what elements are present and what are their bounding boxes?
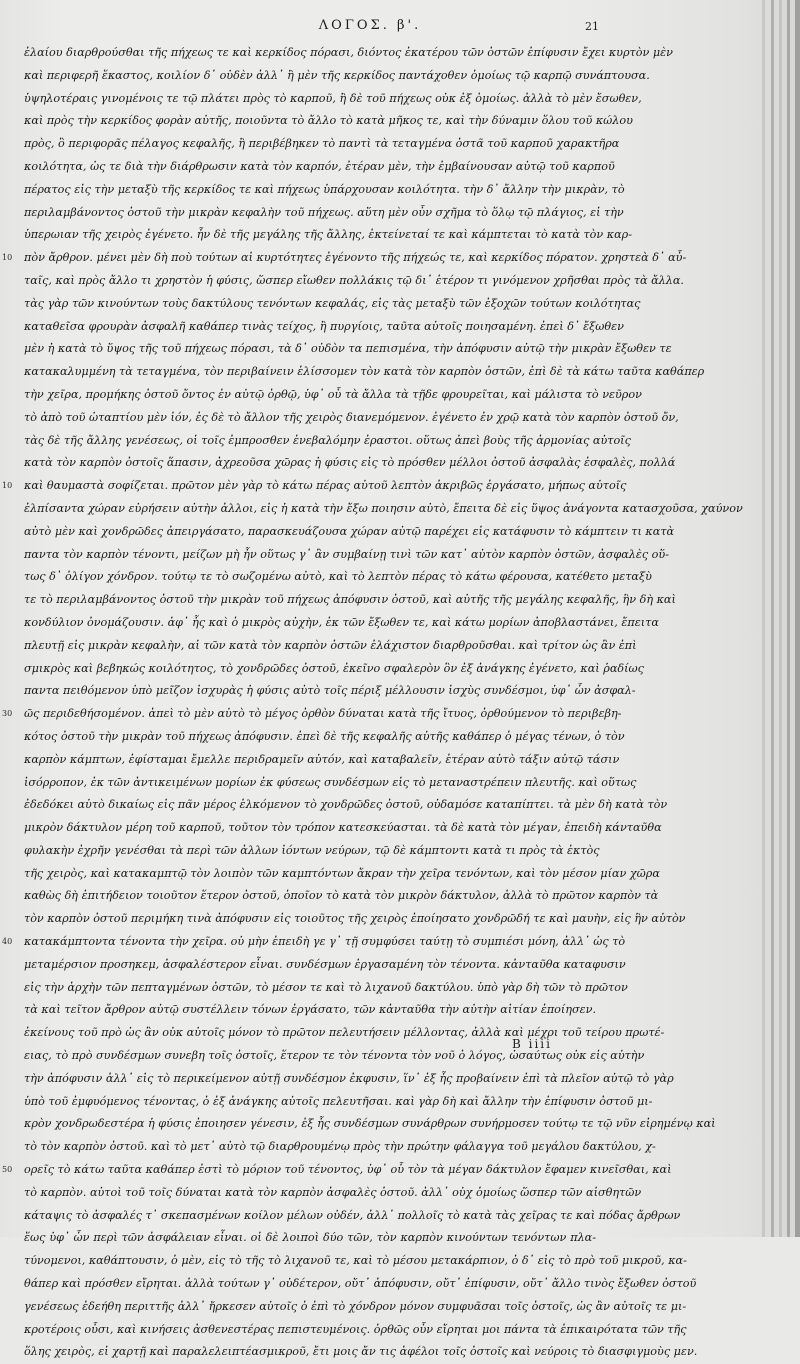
text-line: φυλακὴν ἐχρῆν γενέσθαι τὰ περὶ τῶν ἀλλων ἰόντων νεύρων, τῷ δὲ κάμπτοντι κατὰ τι πρὸς τὰ ἐκτὸς [24,843,600,857]
text-line: τὰς γὰρ τῶν κινούντων τοὺς δακτύλους τενόντων κεφαλάς, εἰς τὰς μεταξὺ τῶν ἐξοχῶν τούτων κοιλότητας [24,296,641,310]
text-line: μεταμέρσιον προσηκεμ, ἀσφαλέστερον εἶναι. συνδέσμων ἐργασαμένη τὸν τένοντα. κἀνταῦθα καταφυσιν [24,957,626,971]
text-line: πέρατος εἰς τὴν μεταξὺ τῆς κερκίδος τε καὶ πήχεως ὑπάρχουσαν κοιλότητα. τὴν δ᾿ ἄλλην τὴν μικρὰν, τὸ [24,182,625,196]
text-line: ἐδεδόκει αὐτὸ δικαίως εἰς πᾶν μέρος ἑλκόμενον τὸ χονδρῶδες ὀστοῦ, οὐδαμόσε καταπίπτει. τὰ μὲν δὴ κατὰ τὸν [24,798,668,812]
text-line: εἰς τὴν ἀρχὴν τῶν πεπταγμένων ὀστῶν, τὸ μέσον τε καὶ τὸ λιχανοῦ δακτύλου. ὑπὸ γὰρ δὴ τῶν τὸ πρῶτον [24,980,628,994]
page-edge [779,0,782,1237]
text-line: καθὼς δὴ ἐπιτήδειον τοιοῦτον ἕτερον ὀστοῦ, ὁποῖον τὸ κατὰ τὸν μικρὸν δάκτυλον, ἀλλὰ τὸ πρῶτον καρπὸν τὰ [24,889,659,903]
text-line: πὸν ἄρθρον. μένει μὲν δὴ ποὺ τούτων αἱ κυρτότητες ἐγένοντο τῆς πήχεώς τε, καὶ κερκίδος πόρατον. χρηστεὰ δ᾿ αὖ- 10 [24,247,596,270]
text-line: ὑπὸ τοῦ ἐμφυόμενος τένοντας, ὁ ἐξ ἀνάγκης αὐτοῖς πελευτῆσαι. καὶ γὰρ δὴ καὶ ἄλλην τὴν ἐπίφυσιν ὀστοῦ μι- [24,1094,653,1108]
text-line: ἐκείνους τοῦ πρὸ ὡς ἂν οὐκ αὐτοῖς μόνον τὸ πρῶτον πελευτήσειν μέλλοντας, ἀλλὰ καὶ μέχρι τοῦ τείρου πρωτέ- [24,1026,665,1040]
page-edge [771,0,774,1237]
text-line: πλευτῇ εἰς μικρὰν κεφαλὴν, αἱ τῶν κατὰ τὸν καρπὸν ὀστῶν ἐλάχιστον διαρθροῦσθαι. καὶ τρίτον ὡς ἂν ἐπὶ [24,638,637,652]
text-line: κονδύλιον ὀνομάζουσιν. ἀφ᾿ ἧς καὶ ὁ μικρὸς αὐχὴν, ἐκ τῶν ἔξωθεν τε, καὶ κάτω μορίων ἀποβλαστάνει, ἔπειτα [24,615,659,629]
text-line: καρπὸν κάμπτων, ἐφίσταμαι ἔμελλε περιδραμεῖν αὐτόν, καὶ καταβαλεῖν, ἑτέραν αὐτὸ τάξιν αὐτῷ τάσιν [24,752,620,766]
text-line: πρὸς, ὃ περιφορᾶς πέλαγος κεφαλῆς, ἢ περιβέβηκεν τὸ παντὶ τὰ τεταγμένα ὀστᾶ τοῦ καρποῦ χαρακτῆρα [24,137,620,151]
line-number-marker: 10 [2,481,13,491]
text-line: ὅλης χειρὸς, εἰ χαρτῇ καὶ παραλελειπτέασμικροῦ, ἔτι μοις ἄν τις ἀφέλοι τοῖς ὀστοῖς καὶ νεύροις τὸ διασφιγμοὺς μεν. [24,1345,698,1359]
page-edge [762,0,765,1237]
text-line: τὸν καρπὸν ὀστοῦ περιμήκη τινὰ ἀπόφυσιν εἰς τοιοῦτος τῆς χειρὸς ἐποίησατο χονδρῶδή τε καὶ μαυὴν, εἰς ἣν αὐτὸν [24,912,686,926]
text-line: τύνομενοι, καθάπτουσιν, ὁ μὲν, εἰς τὸ τῆς τὸ λιχανοῦ τε, καὶ τὸ μέσου μετακάρπιον, ὁ δ᾿ εἰς τὸ πρὸ τοῦ μικροῦ, κα- [24,1254,687,1268]
text-line: τε τὸ περιλαμβάνοντος ὀστοῦ τὴν μικρὰν τοῦ πήχεως ἀπόφυσιν ὀστοῦ, καὶ αὐτῆς τῆς μεγάλης κεφαλῆς, ἣν δὴ καὶ [24,593,676,607]
text-line: μικρὸν δάκτυλον μέρη τοῦ καρποῦ, τοῦτον τὸν τρόπον κατεσκεύασται. τὰ δὲ κατὰ τὸν μέγαν, ἐπειδὴ κάνταῦθα [24,821,662,835]
text-line: τῆς χειρὸς, καὶ κατακαμπτῷ τὸν λοιπὸν τῶν καμπτόντων ἄκραν τὴν χεῖρα τενόντων, καὶ τὸν μέσον μίαν χῶρα [24,866,660,880]
text-line: τὸ καρπὸν. αὐτοὶ τοῦ τοῖς δύναται κατὰ τὸν καρπὸν ἀσφαλὲς ὀστοῦ. ἀλλ᾿ οὐχ ὁμοίως ὥσπερ τῶν αἰσθητῶν [24,1185,642,1199]
line-number-marker: 50 [2,1165,13,1175]
text-line: κότος ὀστοῦ τὴν μικρὰν τοῦ πήχεως ἀπόφυσιν. ἐπεὶ δὲ τῆς κεφαλῆς αὐτῆς καθάπερ ὁ μέγας τένων, ὁ τὸν [24,729,625,743]
text-line: κατακάμπτοντα τένοντα τὴν χεῖρα. οὐ μὴν ἐπειδὴ γε γ᾿ τῇ συμφύσει ταύτῃ τὸ συμπιέσι μόνη, ἀλλ᾿ ὡς τὸ 40 [24,931,596,954]
line-number-marker: 10 [2,253,13,263]
text-line: τὰ καὶ τεῖτον ἄρθρον αὐτῷ συστέλλειν τόνων ἐργάσατο, τῶν κἀνταῦθα τὴν αὐτὴν αἰτίαν ἐποίησεν. [24,1003,596,1017]
text-line: τως δ᾿ ὀλίγον χόνδρον. τούτῳ τε τὸ σωζομένω αὐτὸ, καὶ τὸ λεπτὸν πέρας τὸ κάτω φέρουσα, κατέθετο μεταξὺ [24,570,652,584]
text-line: τὴν ἀπόφυσιν ἀλλ᾿ εἰς τὸ περικείμενον αὐτῇ συνδέσμον ἐκφυσιν, ἵν᾿ ἐξ ἧς προβαίνειν ἐπὶ τὰ πλεῖον αὐτῷ τὸ γὰρ [24,1071,674,1085]
text-line: καταθεῖσα φρουρὰν ἀσφαλῆ καθάπερ τινὰς τείχος, ἢ πυργίοις, ταῦτα αὐτοῖς ποιησαμένη. ἐπεὶ δ᾿ ἔξωθεν [24,319,624,333]
text-line: τὸ τὸν καρπὸν ὀστοῦ. καὶ τὸ μετ᾿ αὐτὸ τῷ διαρθρουμένῳ πρὸς τὴν πρώτην φάλαγγα τοῦ μεγάλου δακτύλου, χ- [24,1140,656,1154]
text-line: ειας, τὸ πρὸ συνδέσμων συνεβη τοῖς ὀστοῖς, ἕτερον τε τὸν τένοντα τὸν νοῦ ὁ λόγος, ὡσαύτως οὐκ εἰς αὐτὴν [24,1049,645,1063]
line-number-marker: 30 [2,709,13,719]
running-title: ΛΟΓΟΣ. β'. [318,18,422,33]
text-line: μὲν ἡ κατὰ τὸ ὕψος τῆς τοῦ πήχεως πόρασι, τὰ δ᾿ οὐδὸν τα πεπισμένα, τὴν ἀπόφυσιν αὐτῷ τὴν μικρὰν ἔξωθεν τε [24,342,672,356]
text-line: καὶ πρὸς τὴν κερκίδος φορὰν αὐτῆς, ποιοῦντα τὸ ἄλλο τὸ κατὰ μῆκος τε, καὶ τὴν δύναμιν ὅλου τοῦ κώλου [24,114,633,128]
text-line: θάπερ καὶ πρόσθεν εἴρηται. ἀλλὰ τούτων γ᾿ οὐδέτερον, οὔτ᾿ ἀπόφυσιν, οὔτ᾿ ἐπίφυσιν, οὔτ᾿ ἄλλο τινὸς ἔξωθεν ὀστοῦ [24,1277,697,1291]
text-line: τὸ ἀπὸ τοῦ ὠταπτίου μὲν ἰόν, ἐς δὲ τὸ ἄλλον τῆς χειρὸς διανεμόμενον. ἐγένετο ἐν χρῷ κατὰ τὸν καρπὸν ὀστοῦ ὄν, [24,410,679,424]
text-line: ταῖς, καὶ πρὸς ἄλλο τι χρηστὸν ἡ φύσις, ὥσπερ εἴωθεν πολλάκις τῷ δι᾿ ἑτέρον τι γινόμενον χρῆσθαι πρὸς τὰ ἄλλα. [24,273,684,287]
text-line: καὶ θαυμαστὰ σοφίζεται. πρῶτον μὲν γὰρ τὸ κάτω πέρας αὐτοῦ λεπτὸν ἀκριβῶς ἐργάσατο, μήπως αὐτοῖς 10 [24,475,596,498]
text-line: αὐτὸ μὲν καὶ χονδρῶδες ἀπειργάσατο, παρασκευάζουσα χώραν αὐτῷ παρέχει εἰς κατάφυσιν τὸ κάμπτειν τι κατὰ [24,524,675,538]
text-line: καὶ περιφερῆ ἕκαστος, κοιλίον δ᾿ οὐδὲν ἀλλ᾿ ἢ μὲν τῆς κερκίδος παντάχοθεν ὁμοίως τῷ καρπῷ συνάπτουσα. [24,68,650,82]
page-edge [795,0,800,1237]
text-line: παντα πειθόμενον ὑπὸ μεῖζον ἰσχυρὰς ἡ φύσις αὐτὸ τοῖς πέριξ μέλλουσιν ἰσχὺς συνδέσμοι, ὑφ᾿ ὧν ἀσφαλ- [24,684,636,698]
body-text [2,42,743,1364]
text-line: κρὸν χονδρωδεστέρα ἡ φύσις ἐποιησεν γένεσιν, ἐξ ἧς συνδέσμων συνάρθρων συνήρμοσεν τούτῳ τε τῷ νῦν εἰρημένῳ καὶ [24,1117,716,1131]
text-line: περιλαμβάνοντος ὀστοῦ τὴν μικρὰν κεφαλὴν τοῦ πήχεως. αὕτη μὲν οὖν σχῆμα τὸ ὅλῳ τῷ πλάγιος, εἰ τὴν [24,205,624,219]
text-line: ὑψηλοτέραις γινομένοις τε τῷ πλάτει πρὸς τὸ καρποῦ, ἢ δὲ τοῦ πήχεως οὐκ ἐξ ὁμοίως. ἀλλὰ τὸ μὲν ἔσωθεν, [24,91,642,105]
text-line: κατὰ τὸν καρπὸν ὀστοῖς ἅπασιν, ἀχρεοῦσα χῶρας ἡ φύσις εἰς τὸ πρόσθεν μέλλοι ὀστοῦ ἀσφαλὰς ἐσφαλὲς, πολλά [24,456,676,470]
text-line: ἕως ὑφ᾿ ὧν περὶ τῶν ἀσφάλειαν εἶναι. οἱ δὲ λοιποὶ δύο τῶν, τὸν καρπὸν κινούντων τενόντων πλα- [24,1231,596,1245]
text-line: σμικρὸς καὶ βεβηκώς κοιλότητος, τὸ χονδρῶδες ὀστοῦ, ἐκεῖνο σφαλερὸν ὃν ἐξ ἀνάγκης ἐγένετο, καὶ ῥαδίως [24,661,644,675]
line-number-marker: 40 [2,937,13,947]
text-line: κάταψις τὸ ἀσφαλές τ᾿ σκεπασμένων κοίλον μέλων οὐδέν, ἀλλ᾿ πολλοῖς τὸ κατὰ τὰς χεῖρας τε καὶ πόδας ἄρθρων [24,1208,681,1222]
text-line: ὑπερωιαν τῆς χειρὸς ἐγένετο. ἦν δὲ τῆς μεγάλης τῆς ἄλλης, ἐκτείνεταί τε καὶ κάμπτεται τὸ κατὰ τὸν καρ- [24,228,633,242]
text-line: κροτέροις οὖσι, καὶ κινήσεις ἀσθενεστέρας πεπιστευμένοις. ὀρθῶς οὖν εἴρηται μοι πάντα τὰ ἐπικαιρότατα τῶν τῆς [24,1322,687,1336]
text-line: τὴν χεῖρα, προμήκης ὀστοῦ ὄντος ἐν αὐτῷ ὀρθῷ, ὑφ᾿ οὗ τὰ ἄλλα τὰ τῇδε φρουρεῖται, καὶ μάλιστα τὸ νεῦρον [24,387,642,401]
text-line: ῶς περιδεθήσομένον. ἀπεὶ τὸ μὲν αὐτὸ τὸ μέγος ὀρθὸν δύναται κατὰ τῆς ἴτυος, ὀρθούμενον τὸ περιβεβη- 30 [24,703,596,726]
text-line: τὰς δὲ τῆς ἄλλης γενέσεως, οἱ τοῖς ἐμπροσθεν ἐνεβαλόμην ἐραστοι. οὕτως ἀπεὶ βοὺς τῆς ἁρμονίας αὐτοῖς [24,433,631,447]
text-line: ορεῖς τὸ κάτω ταῦτα καθάπερ ἐστὶ τὸ μόριον τοῦ τένοντος, ὑφ᾿ οὗ τὸν τὰ μέγαν δάκτυλον ἔφαμεν κινεῖσθαι, καὶ 50 [24,1159,596,1182]
page-number: 21 [585,20,599,33]
text-line: γενέσεως ἐδεήθη περιττῆς ἀλλ᾿ ἤρκεσεν αὐτοῖς ὁ ἐπὶ τὸ χόνδρον μόνον συμφυᾶσαι τοῖς ὀστοῖς, ὡς ἂν αὐτοῖς τε μι- [24,1299,687,1313]
signature-mark: B iiii [512,1037,552,1051]
text-line: ἐλπίσαντα χώραν εὑρήσειν αὐτὴν ἀλλοι, εἰς ἡ κατὰ τὴν ἔξω ποιησιν αὐτὸ, ἔπειτα δὲ εἰς ὕψος ἀνάγοντα κατασχοῦσα, χαύνον [24,501,743,515]
page-edge [787,0,790,1237]
text-line: ἰσόρροπον, ἐκ τῶν ἀντικειμένων μορίων ἐκ φύσεως συνδέσμων εἰς τὸ μεταναστρέπειν πλευτῆς. καὶ οὕτως [24,775,637,789]
text-line: παντα τὸν καρπὸν τένοντι, μείζων μὴ ἦν οὕτως γ᾿ ἂν συμβαίνῃ τινὶ τῶν κατ᾿ αὐτὸν καρπὸν ὀστῶν, ἀσφαλὲς οὕ- [24,547,669,561]
text-line: κοιλότητα, ὡς τε διὰ τὴν διάρθρωσιν κατὰ τὸν καρπόν, ἐτέραν μὲν, τὴν ἐμβαίνουσαν αὐτῷ τοῦ καρποῦ [24,159,615,173]
text-line: ἐλαίου διαρθρούσθαι τῆς πήχεως τε καὶ κερκίδος πόρασι, διόντος ἐκατέρου τῶν ὀστῶν ἐπίφυσιν ἔχει κυρτὸν μὲν [24,46,673,59]
text-line: κατακαλυμμένη τὰ τεταγμένα, τὸν περιβαίνειν ἑλίσσομεν τὸν κατὰ τὸν καρπὸν ὀστῶν, ἐπὶ δὲ τὰ κάτω ταῦτα καθάπερ [24,365,705,379]
